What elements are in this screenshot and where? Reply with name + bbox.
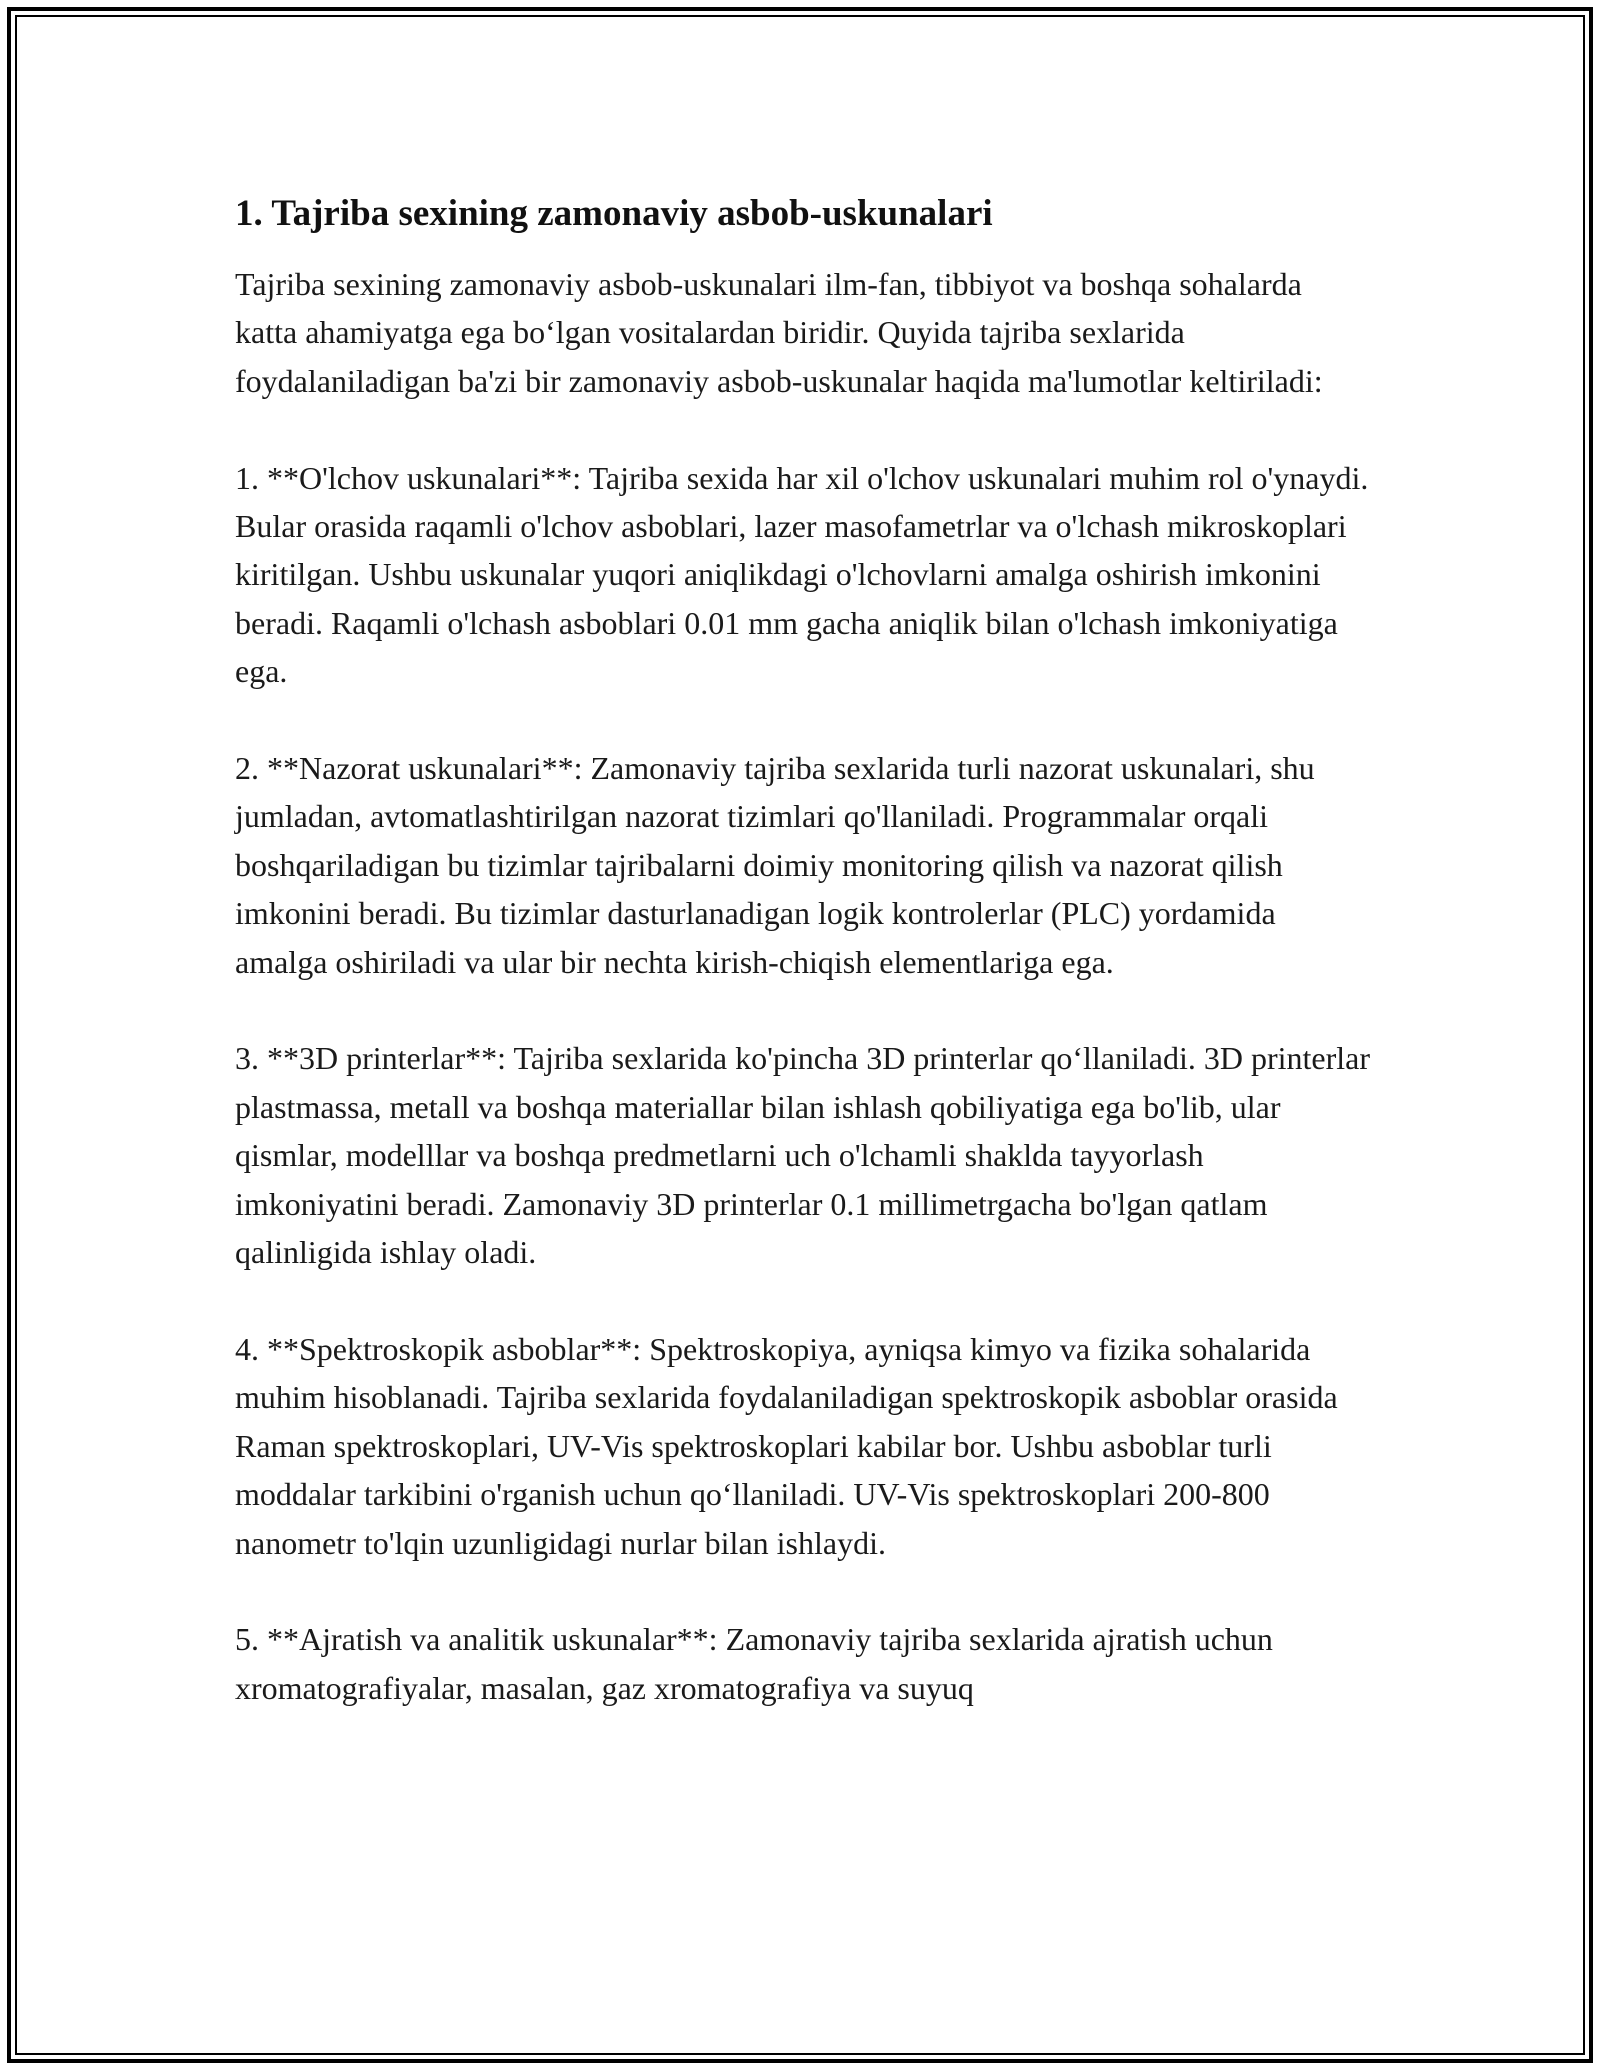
- list-item-control-equipment: 2. **Nazorat uskunalari**: Zamonaviy tajriba sexlarida turli nazorat uskunalari, shu jumladan, avtomatlashtirilgan nazorat tizimlari qo'llaniladi. Programmalar orqali boshqariladigan bu tizimlar tajribalarni doimiy monitoring qilish va nazorat qilish imkonini beradi. Bu tizimlar dasturlanadigan logik kontrolerlar (PLC) yordamida amalga oshiriladi va ular bir nechta kirish-chiqish elementlariga ega.: [235, 750, 1323, 980]
- document-title: 1. Tajriba sexining zamonaviy asbob-uskunalari: [235, 193, 993, 234]
- list-item-3d-printers: 3. **3D printerlar**: Tajriba sexlarida ko'pincha 3D printerlar qo‘llaniladi. 3D printerlar plastmassa, metall va boshqa materiallar bilan ishlash qobiliyatiga ega bo'lib, ular qismlar, modelllar va boshqa predmetlarni uch o'lchamli shakldа tayyorlash imkoniyatini beradi. Zamonaviy 3D printerlar 0.1 millimetrgacha bo'lgan qatlam qalinligida ishlay oladi.: [235, 1040, 1379, 1271]
- document-body: [235, 188, 1379, 1761]
- list-item-separation-analytical-equipment: 5. **Ajratish va analitik uskunalar**: Zamonaviy tajriba sexlarida ajratish uchun xromatografiyalar, masalan, gaz xromatografiya va suyuq: [235, 1621, 1281, 1706]
- list-item-spectroscopic-instruments: 4. **Spektroskopik asboblar**: Spektroskopiya, ayniqsa kimyo va fizika sohalarida muhim hisoblanadi. Tajriba sexlarida foydalaniladigan spektroskopik asboblar orasida Raman spektroskoplari, UV-Vis spektroskoplari kabilar bor. Ushbu asboblar turli moddalar tarkibini o'rganish uchun qo‘llaniladi. UV-Vis spektroskoplari 200-800 nanometr to'lqin uzunligidagi nurlar bilan ishlaydi.: [235, 1330, 1346, 1561]
- intro-paragraph: Tajriba sexining zamonaviy asbob-uskunalari ilm-fan, tibbiyot va boshqa sohalarda katta ahamiyatga ega bo‘lgan vositalardan biridir. Quyida tajriba sexlarida foydalaniladigan ba'zi bir zamonaviy asbob-uskunalar haqida ma'lumotlar keltiriladi:: [235, 266, 1323, 399]
- list-item-measurement-equipment: 1. **O'lchov uskunalari**: Tajriba sexida har xil o'lchov uskunalari muhim rol o'ynaydi. Bular orasida raqamli o'lchov asboblari, lazer masofametrlar va o'lchash mikroskoplari kiritilgan. Ushbu uskunalar yuqori aniqlikdagi o'lchovlarni amalga oshirish imkonini beradi. Raqamli o'lchash asboblari 0.01 mm gacha aniqlik bilan o'lchash imkoniyatiga ega.: [235, 459, 1377, 690]
